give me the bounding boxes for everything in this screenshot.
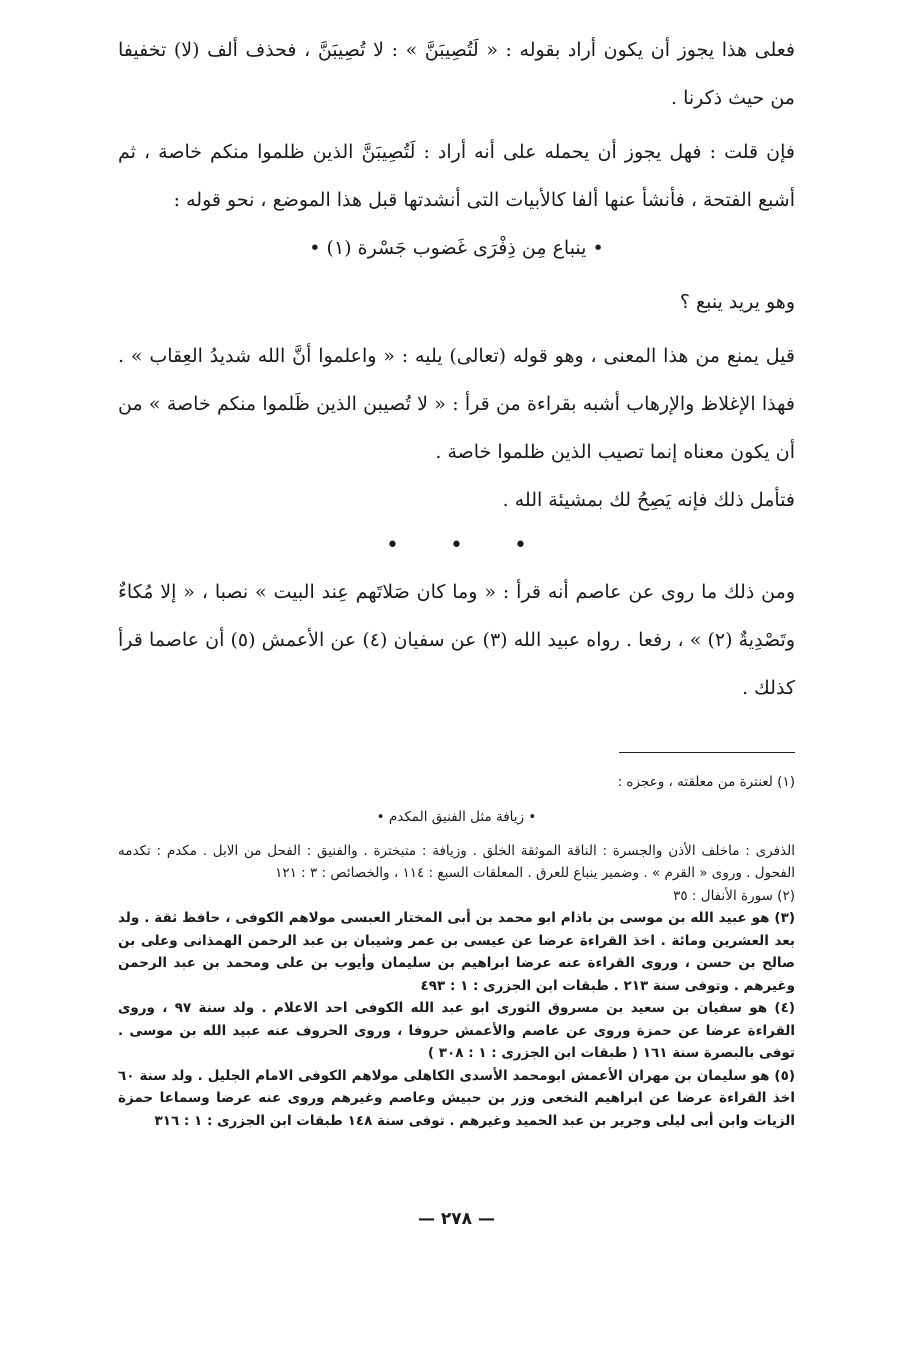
footnote-1-text: الذفرى : ماخلف الأذن والجسرة : الناقة الموثقة الخلق . وزيافة : متبخترة . والفنيق : الفحل من الابل . مكدم : تكدمه الفحول . وروى « القرم » . وضمير ينباع للعرق . المعلقات السبع : ١١٤ ، والخصائص : ٣ : ١٢١ — [118, 842, 795, 881]
paragraph-4: قيل يمنع من هذا المعنى ، وهو قوله (تعالى) يليه : « واعلموا أنَّ الله شديدُ العِقاب » . فهذا الإغلاظ والإرهاب أشبه بقراءة من قرأ : « لا تُصيبن الذين ظَلموا منكم خاصة » من أن يكون معناه إنما تصيب الذين ظلموا خاصة . — [118, 345, 795, 463]
footnote-5: (٥) هو سليمان بن مهران الأعمش ابومحمد الأسدى الكاهلى مولاهم الكوفى الامام الجليل . ولد سنة ٦٠ اخذ القراءة عرضا عن ابراهيم النخعى وزر بن حبيش وعاصم وغيرهم وروى عنه عرضا وسماعا حمزة الزيات وابن أبى ليلى وجرير بن عبد الحميد وغيرهم . توفى سنة ١٤٨ طبقات ابن الجزرى : ١ : ٣١٦ — [118, 1067, 795, 1129]
paragraph-3: وهو يريد ينبع ؟ — [679, 291, 795, 313]
main-text — [118, 26, 795, 712]
paragraph-1: فعلى هذا يجوز أن يكون أراد بقوله : « لَتُصِيبَنَّ » : لا تُصِيبَنَّ ، فحذف ألف (لا) تخفيفا من حيث ذكرنا . — [118, 39, 795, 109]
footnote-1-verse: • زيافة مثل الفنيق المكدم • — [376, 808, 537, 825]
page-number: — ٢٧٨ — — [418, 1209, 495, 1229]
footnotes — [118, 771, 795, 1132]
footnote-divider — [619, 752, 795, 753]
paragraph-2: فإن قلت : فهل يجوز أن يحمله على أنه أراد : لَتُصِيبَنَّ الذين ظلموا منكم خاصة ، ثم أشبع الفتحة ، فأنشأ عنها ألفا كالأبيات التى أنشدتها قبل هذا الموضع ، نحو قوله : — [118, 141, 795, 211]
footnote-1-intro: (١) لعنترة من معلقته ، وعجزه : — [617, 774, 795, 790]
footnote-2: (٢) سورة الأنفال : ٣٥ — [673, 887, 795, 904]
paragraph-5: فتأمل ذلك فإنه يَصِحُ لك بمشيئة الله . — [502, 489, 795, 511]
footnote-3: (٣) هو عبيد الله بن موسى بن باذام ابو محمد بن أبى المختار العبسى مولاهم الكوفى ، حافظ ثقة . ولد بعد العشرين ومائة . اخذ القراءة عرضا عن عيسى بن عمر وشيبان بن عبد الرحمن الهمذانى وعلى بن صالح بن حسن ، وروى القراءة عنه عرضا ابراهيم بن سليمان وأيوب بن على ومحمد بن عبد الرحمن وغيرهم . وتوفى سنة ٢١٣ . طبقات ابن الجزرى : ١ : ٤٩٣ — [118, 910, 795, 994]
footnote-4: (٤) هو سفيان بن سعيد بن مسروق الثورى ابو عبد الله الكوفى احد الاعلام . ولد سنة ٩٧ ، وروى القراءة عرضا عن حمزة وروى عن عاصم والأعمش حروفا ، وروى الحروف عنه عبيد الله بن موسى . توفى بالبصرة سنة ١٦١ ( طبقات ابن الجزرى : ١ : ٣٠٨ ) — [118, 1000, 795, 1061]
paragraph-6: ومن ذلك ما روى عن عاصم أنه قرأ : « وما كان صَلاتَهم عِند البيت » نصبا ، « إلا مُكاءٌ وتَصْدِيةٌ (٢) » ، رفعا . رواه عبيد الله (٣) عن سفيان (٤) عن الأعمش (٥) أن عاصما قرأ كذلك . — [118, 581, 795, 699]
section-separator: • • • — [386, 533, 549, 558]
verse-line: • ينباع مِن ذِفْرَى غَضوب جَسْرة (١) • — [309, 237, 604, 259]
